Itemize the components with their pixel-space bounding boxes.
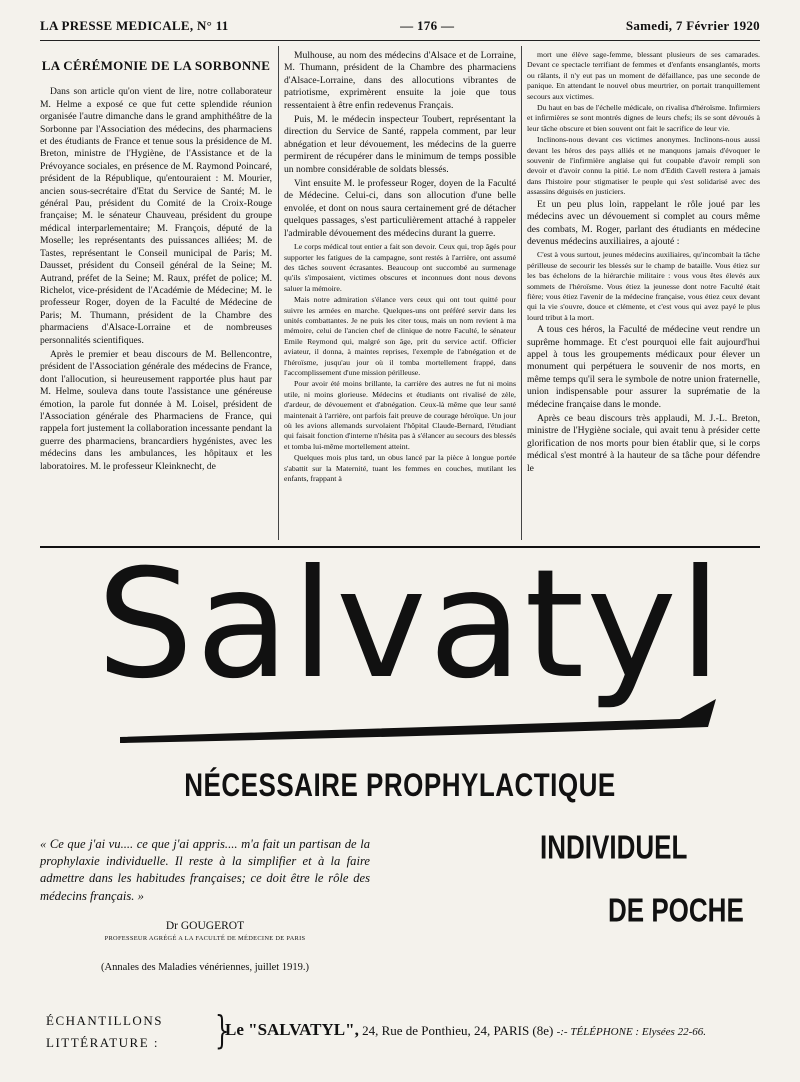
- quote-source: (Annales des Maladies vénériennes, juillet 1919.): [101, 962, 309, 973]
- column-divider: [278, 46, 279, 540]
- quoted-paragraph: Du haut en bas de l'échelle médicale, on rivalisa d'héroïsme. Infirmiers et infirmières se sont montrés dignes de leurs chefs; ils se sont dévoués à leur tâche obscure et bien souvent ont fait le sacrifice de leur vie.: [527, 103, 760, 133]
- quoted-paragraph: Le corps médical tout entier a fait son devoir. Ceux qui, trop âgés pour supporter les fatigues de la campagne, sont restés à l'arrière, ont assumé des tâches souvent écrasantes. Beaucoup ont succombé au surmenage qu'ils s'imposaient, victimes obscures et inconnues dont nous devons saluer la mémoire.: [284, 242, 516, 293]
- article-paragraph: A tous ces héros, la Faculté de médecine veut rendre un suprême hommage. Et c'est pourquoi elle fait aujourd'hui appel à tous les groupements médicaux pour élever un monument qui perpétuera le souvenir de nos morts, en même temps qu'il sera le symbole de notre union fraternelle, union indispensable pour assurer la suprématie de la médecine française dans le monde.: [527, 324, 760, 410]
- footer-brand: Le "SALVATYL",: [225, 1020, 359, 1039]
- article-paragraph: Après ce beau discours très applaudi, M. J.-L. Breton, ministre de l'Hygiène sociale, qui avait tenu à présider cette glorification de nos morts pour bien établir que, si le corps médical s'est montré à la hauteur de sa tâche pour défendre le: [527, 413, 760, 474]
- quoted-paragraph: C'est à vous surtout, jeunes médecins auxiliaires, qu'incombait la tâche périlleuse de secourir les blessés sur le champ de bataille. Vous étiez sur les bas échelons de la hiérarchie militaire : vous vous êtes élevés aux sommets de l'héroïsme. Vous étiez la jeunesse dont notre Faculté était fière; vous étiez l'avenir de la médecine française, vous étiez ceux devant qui la vie s'ouvre, douce et clémente, et c'est vous qui avez payé le plus lourd tribut à la mort.: [527, 250, 760, 322]
- footer-contact: [225, 1020, 706, 1040]
- issue-date: Samedi, 7 Février 1920: [625, 18, 760, 33]
- article-paragraph: Vint ensuite M. le professeur Roger, doyen de la Faculté de Médecine. Celui-ci, dans son allocution d'une belle envolée, et dont on nous saura certainement gré de détacher quelques passages, s'est particulièrement attaché à rappeler l'admirable dévouement des médecins durant la guerre.: [284, 178, 516, 239]
- ad-tagline-line2: DE POCHE: [608, 890, 744, 930]
- literature-label: LITTÉRATURE :: [46, 1035, 160, 1050]
- footer-labels: [46, 1010, 163, 1054]
- page-number: — 176 —: [400, 18, 455, 33]
- journal-issue: LA PRESSE MEDICALE, N° 11: [40, 18, 229, 33]
- brand-logo: Salvatyl: [96, 538, 724, 712]
- footer-address: 24, Rue de Ponthieu, 24, PARIS (8e): [362, 1023, 554, 1038]
- quoted-paragraph: Quelques mois plus tard, un obus lancé par la pièce à longue portée s'abattit sur la Maternité, tuant les femmes en couches, mutilant les enfants, frappant à: [284, 453, 516, 484]
- ad-subtitle: NÉCESSAIRE PROPHYLACTIQUE: [184, 766, 616, 804]
- ad-footer: [40, 1006, 760, 1054]
- article-paragraph: Mulhouse, au nom des médecins d'Alsace et de Lorraine, M. Thumann, président de la Chambre des pharmaciens d'Alsace-Lorraine, dans des allocutions vibrantes de patriotisme, exprimèrent ensuite la joie que tous ressentaient à être enfin redevenus Français.: [284, 50, 516, 111]
- testimonial-author: Dr GOUGEROT: [165, 920, 245, 932]
- article-title: LA CÉRÉMONIE DE LA SORBONNE: [41, 58, 271, 73]
- footer-phone: -:- TÉLÉPHONE : Elysées 22-66.: [556, 1026, 706, 1038]
- article-paragraph: Dans son article qu'on vient de lire, notre collaborateur M. Helme a exposé ce que fut cette splendide réunion organisée l'autre dimanche dans le grand amphithéâtre de la Sorbonne par l'Association des médecins, des pharmaciens et des étudiants de France et tenue sous la présidence de M. Breton, ministre de l'Hygiène, de l'Assistance et de la Prévoyance sociales, en présence de M. Raymond Poincaré, président de la République, qu'entouraient : M. Mourier, ancien sous-secrétaire d'Etat du Service de Santé; M. le général Pau, président du Comité de la Croix-Rouge française; M. le sénateur Chauveau, président du groupe médical interparlementaire; M. François, député de la Moselle; les représentants des puissances alliées; M. de Tastes, représentant le Conseil municipal de Paris; M. Dausset, président du Conseil général de la Seine; M. Autrand, préfet de la Seine; M. Raux, préfet de police; M. Richelot, vice-président de l'Académie de Médecine; M. le professeur Roger, doyen de la Faculté de Médecine de Paris; M. Thumann, président de la Chambre des pharmaciens d'Alsace-Lorraine et de nombreuses personnalités scientifiques.: [40, 86, 272, 346]
- article-paragraph: Après le premier et beau discours de M. Bellencontre, président de l'Association générale des médecins de France, dont l'allocution, si heureusement rapportée plus haut par M. Helme, souleva dans toute l'assistance une généreuse émotion, la parole fut donnée à M. Loisel, président de l'Association générale des Pharmaciens de France, qui rappela fort justement la collaboration incessante pendant la guerre des pharmaciens, brancardiers hygénistes, avec les médecins dans les ambulances, les hôpitaux et les laboratoires. M. le professeur Kleinknecht, de: [40, 348, 272, 472]
- page-header: [40, 14, 760, 38]
- testimonial-quote: « Ce que j'ai vu.... ce que j'ai appris.... m'a fait un partisan de la prophylaxie individuelle. Il reste à la simplifier et à la faire admettre dans les habitudes françaises; ce doit être le rôle des médecins français. »: [40, 837, 370, 903]
- article-column-1: [40, 50, 272, 538]
- article-column-2: [284, 50, 516, 538]
- column-divider: [521, 46, 522, 540]
- article-column-3: [527, 50, 760, 538]
- quoted-paragraph: Pour avoir été moins brillante, la carrière des autres ne fut ni moins utile, ni moins glorieuse. Médecins et étudiants ont rivalisé de zèle, d'ardeur, de dévouement et d'abnégation. Ceux-là même que leur santé maintenait à l'arrière, ont parfois fait preuve de courage héroïque. Un jour où les avions allemands survolaient l'hôpital Claude-Bernard, l'étudiant qui faisait fonction d'interne n'hésita pas à s'élancer au secours des blessés et tomba lui-même mortellement atteint.: [284, 379, 516, 451]
- article-paragraph: Puis, M. le médecin inspecteur Toubert, représentant la direction du Service de Santé, rappela comment, par leur abnégation et leur dévouement, les médecins de la guerre permirent de récupérer dans le minimum de temps possible un nombre considérable de soldats blessés.: [284, 114, 516, 175]
- article-paragraph: Et un peu plus loin, rappelant le rôle joué par les médecins avec un dévouement si complet au cours même des combats, M. Roger, parlant des étudiants en médecine devenus médecins auxiliaires, a ajouté :: [527, 198, 760, 247]
- brace-icon: }: [214, 1008, 230, 1052]
- header-rule: [40, 40, 760, 41]
- author-title: PROFESSEUR AGRÉGÉ A LA FACULTÉ DE MÉDECINE DE PARIS: [104, 935, 306, 942]
- ad-tagline-line1: INDIVIDUEL: [540, 827, 688, 867]
- quoted-paragraph: mort une élève sage-femme, blessant plusieurs de ses camarades. Devant ce spectacle terrifiant de femmes et d'enfants ensanglantés, morts ou râlants, il n'y eut pas un moment de défaillance, pas une seconde de panique. En attendant le nouvel obus meurtrier, on portait tranquillement secours aux victimes.: [527, 50, 760, 101]
- quoted-paragraph: Inclinons-nous devant ces victimes anonymes. Inclinons-nous aussi devant les héros des pays alliés et ne manquons jamais d'évoquer le souvenir de l'infirmière anglaise qui fut coupable d'avoir rempli son devoir et d'avoir connu la pitié. Le nom d'Edith Cavell restera à jamais dans l'histoire pour stigmatiser le peuple qui s'est solidarisé avec des assassins déguisés en justiciers.: [527, 135, 760, 197]
- quoted-paragraph: Mais notre admiration s'élance vers ceux qui ont tout quitté pour suivre les armées en marche. Quelques-uns ont préféré servir dans les unités combattantes. Je ne puis les citer tous, mais un nom revient à ma mémoire, celui de l'ancien chef de clinique de notre Faculté, le sénateur Emile Reymond qui, malgré son âge, prit du service actif. Officier aviateur, il donna, à maintes reprises, l'exemple de l'abnégation et de l'héroïsme, jusqu'au jour où il tomba mortellement frappé, dans l'accomplissement d'une mission périlleuse.: [284, 295, 516, 377]
- samples-label: ÉCHANTILLONS: [46, 1013, 163, 1028]
- logo-underline-swoosh: [120, 697, 720, 745]
